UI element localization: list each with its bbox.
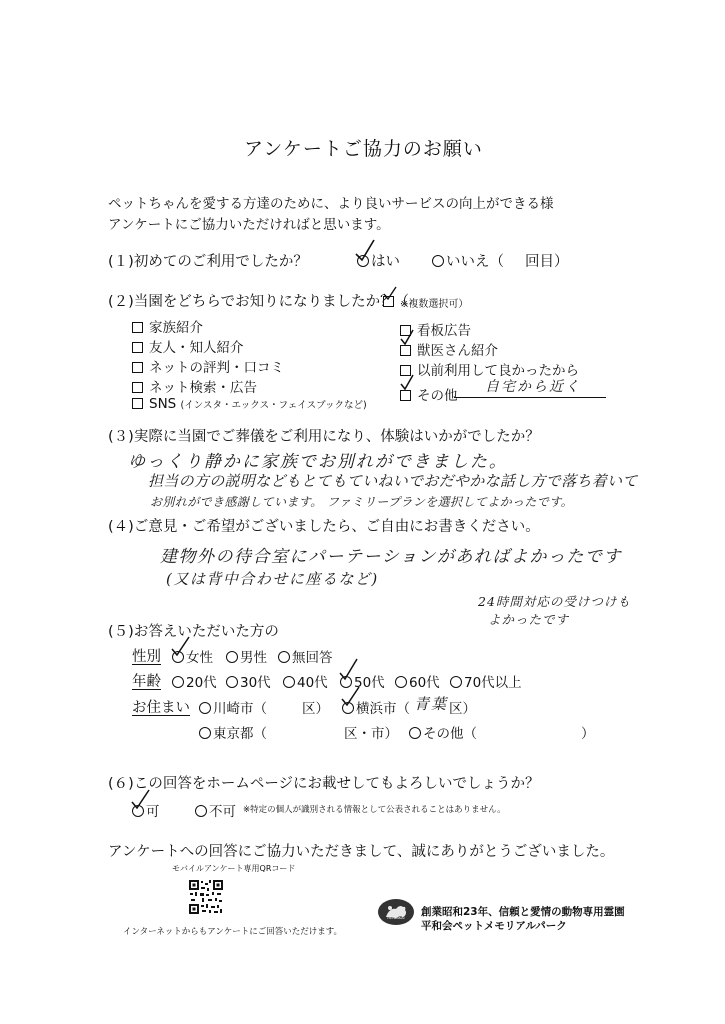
q1-no-label: いいえ（ bbox=[446, 254, 504, 270]
q5-tokyo-radio[interactable] bbox=[199, 727, 211, 739]
q3-question: (３)実際に当園でご葬儀をご利用になり、体験はいかがでしたか？ bbox=[108, 429, 540, 445]
q5-age-50s-checkmark bbox=[338, 657, 360, 683]
q2-search-label: ネット検索・広告 bbox=[149, 380, 257, 396]
q2-friend-checkbox[interactable] bbox=[132, 342, 143, 353]
qr-code-icon[interactable] bbox=[188, 879, 224, 915]
q2-other-answer[interactable]: 自宅から近く bbox=[485, 379, 581, 395]
q5-age-40s[interactable] bbox=[283, 671, 328, 691]
q6-note: ※特定の個人が識別される情報として公表されることはありません。 bbox=[243, 805, 506, 815]
q5-age-50s-label: 50代 bbox=[354, 675, 385, 691]
page-title: アンケートご協力のお願い bbox=[244, 138, 483, 160]
q6-ng-option[interactable] bbox=[195, 800, 236, 820]
q4-answer-line-2[interactable]: (又は背中合わせに座るなど) bbox=[166, 570, 379, 588]
q5-age-60s-radio[interactable] bbox=[395, 676, 407, 688]
q2-vet-checkmark bbox=[399, 329, 415, 347]
q5-age-20s-radio[interactable] bbox=[172, 676, 184, 688]
q5-yokohama-checkmark bbox=[340, 685, 362, 709]
q2-billboard-label: 看板広告 bbox=[417, 323, 471, 339]
q5-heading: (５)お答えいただいた方の bbox=[108, 624, 279, 640]
q2-note-check-icon bbox=[382, 286, 398, 302]
q2-reviews-label: ネットの評判・口コミ bbox=[149, 360, 284, 376]
q5-age-30s[interactable] bbox=[226, 671, 271, 691]
q5-residence-tokyo[interactable] bbox=[199, 722, 267, 742]
q2-reviews-checkbox[interactable] bbox=[132, 362, 143, 373]
q2-sns-label: SNS bbox=[149, 396, 177, 412]
intro-line-2: アンケートにご協力いただければと思います。 bbox=[108, 217, 390, 233]
q1-question: (１)初めてのご利用でしたか？ bbox=[108, 254, 308, 270]
q2-option-search[interactable] bbox=[132, 376, 257, 396]
q2-sns-detail: (インスタ・エックス・フェイスブックなど) bbox=[180, 400, 367, 411]
q5-age-40s-radio[interactable] bbox=[283, 676, 295, 688]
q5-age-70plus-label: 70代以上 bbox=[464, 675, 522, 691]
q2-question: (２)当園をどちらでお知りになりましたか？（ bbox=[108, 294, 410, 310]
q5-residence-kawasaki[interactable] bbox=[199, 697, 267, 717]
q5-other-close: ） bbox=[581, 726, 595, 742]
q2-family-checkbox[interactable] bbox=[132, 322, 143, 333]
q2-other-checkmark bbox=[399, 374, 415, 392]
q6-ng-radio[interactable] bbox=[195, 805, 207, 817]
q5-male-label: 男性 bbox=[240, 650, 267, 666]
q5-tokyo-label: 東京都（ bbox=[213, 726, 267, 742]
q2-option-family[interactable] bbox=[132, 316, 203, 336]
company-slogan: 創業昭和23年、信頼と愛情の動物専用霊園 bbox=[421, 906, 625, 918]
q5-age-30s-label: 30代 bbox=[240, 675, 271, 691]
q2-sns-checkbox[interactable] bbox=[132, 398, 143, 409]
q5-yokohama-label: 横浜市（ bbox=[356, 701, 410, 717]
thanks-message: アンケートへの回答にご協力いただきまして、誠にありがとうございました。 bbox=[108, 844, 615, 860]
q1-yes-checkmark bbox=[354, 238, 378, 264]
q5-gender-label: 性別 bbox=[132, 649, 161, 665]
q2-option-sns[interactable] bbox=[132, 396, 367, 412]
q5-age-60s-label: 60代 bbox=[409, 675, 440, 691]
q5-female-checkmark bbox=[170, 635, 192, 659]
intro-line-1: ペットちゃんを愛する方達のために、より良いサービスの向上ができる様 bbox=[108, 196, 554, 212]
q5-age-20s[interactable] bbox=[172, 671, 217, 691]
q2-previous-label: 以前利用して良かったから bbox=[417, 363, 579, 379]
q1-no-option[interactable] bbox=[432, 250, 504, 271]
q5-other-radio[interactable] bbox=[409, 727, 421, 739]
q2-search-checkbox[interactable] bbox=[132, 382, 143, 393]
q2-option-reviews[interactable] bbox=[132, 356, 284, 376]
q3-answer-line-1[interactable]: ゆっくり静かに家族でお別れができました。 bbox=[128, 452, 508, 472]
q5-female-label: 女性 bbox=[186, 650, 213, 666]
q5-age-70plus[interactable] bbox=[450, 671, 522, 691]
q5-male-radio[interactable] bbox=[226, 651, 238, 663]
q5-none-label: 無回答 bbox=[292, 650, 333, 666]
q4-question: (４)ご意見・ご希望がございましたら、ご自由にお書きください。 bbox=[108, 519, 540, 535]
logo-text: HEIWAKAI bbox=[387, 916, 405, 920]
company-name: 平和会ペットメモリアルパーク bbox=[421, 920, 567, 932]
q2-other-label: その他 bbox=[417, 388, 458, 404]
q5-yokohama-ku-close: 区） bbox=[449, 701, 476, 717]
q5-residence-label: お住まい bbox=[132, 700, 190, 716]
q1-times-label: 回目） bbox=[525, 254, 569, 270]
q5-residence-other[interactable] bbox=[409, 722, 477, 742]
q4-side-note-line-1[interactable]: 24時間対応の受けつけも bbox=[478, 594, 631, 609]
q5-age-30s-radio[interactable] bbox=[226, 676, 238, 688]
q6-ng-label: 不可 bbox=[209, 804, 236, 820]
q5-gender-none[interactable] bbox=[278, 646, 333, 666]
q5-kawasaki-label: 川崎市（ bbox=[213, 701, 267, 717]
q2-family-label: 家族紹介 bbox=[149, 320, 203, 336]
q5-age-70plus-radio[interactable] bbox=[450, 676, 462, 688]
q5-gender-male[interactable] bbox=[226, 646, 267, 666]
q2-other-answer-line bbox=[454, 397, 606, 398]
qr-caption: モバイルアンケート専用QRコード bbox=[172, 864, 296, 873]
q5-yokohama-ward-answer[interactable]: 青葉 bbox=[414, 695, 449, 713]
q5-age-20s-label: 20代 bbox=[186, 675, 217, 691]
q3-answer-line-3[interactable]: お別れができ感謝しています。 ファミリープランを選択してよかったです。 bbox=[150, 495, 574, 509]
q6-ok-checkmark bbox=[130, 788, 152, 812]
q1-yes-label: はい bbox=[371, 254, 400, 270]
q4-answer-line-1[interactable]: 建物外の待合室にパーテーションがあればよかったです bbox=[160, 547, 622, 567]
pet-silhouette-icon bbox=[378, 899, 414, 925]
q6-question: (６)この回答をホームページにお載せしてもよろしいでしょうか？ bbox=[108, 776, 540, 792]
q5-other-label: その他（ bbox=[423, 726, 477, 742]
q2-option-friend[interactable] bbox=[132, 336, 244, 356]
q2-friend-label: 友人・知人紹介 bbox=[149, 340, 244, 356]
q1-no-radio[interactable] bbox=[432, 255, 444, 267]
q2-note-text: ※複数選択可） bbox=[400, 299, 469, 310]
q4-side-note-line-2[interactable]: よかったです bbox=[488, 612, 570, 627]
company-logo bbox=[378, 899, 414, 925]
q6-ok-label: 可 bbox=[146, 804, 160, 820]
internet-note: インターネットからもアンケートにご回答いただけます。 bbox=[123, 927, 343, 937]
q5-none-radio[interactable] bbox=[278, 651, 290, 663]
q5-age-60s[interactable] bbox=[395, 671, 440, 691]
q2-vet-label: 獣医さん紹介 bbox=[417, 343, 498, 359]
q3-answer-line-2[interactable]: 担当の方の説明などもとてもていねいでおだやかな話し方で落ち着いて bbox=[148, 472, 638, 490]
q5-age-40s-label: 40代 bbox=[297, 675, 328, 691]
q5-tokyo-ku-shi-close: 区・市） bbox=[344, 726, 398, 742]
q5-age-label: 年齢 bbox=[132, 674, 161, 690]
q5-kawasaki-ku-close: 区） bbox=[302, 701, 329, 717]
q5-kawasaki-radio[interactable] bbox=[199, 702, 211, 714]
